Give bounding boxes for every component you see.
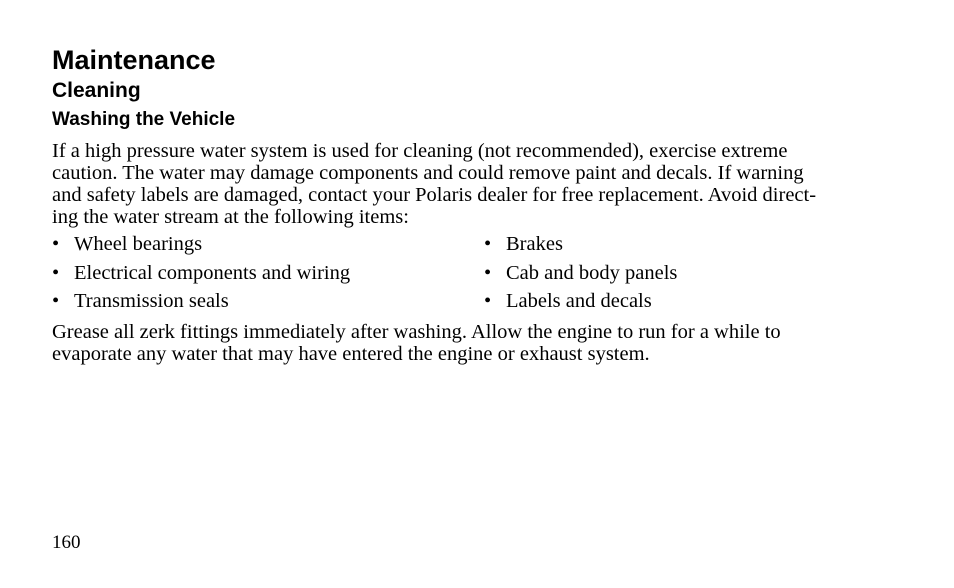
bullet-icon: • (52, 233, 60, 255)
intro-line: and safety labels are damaged, contact your Polaris dealer for free replacement. Avoid direct- (52, 184, 817, 206)
intro-line: caution. The water may damage components and could remove paint and decals. If warning (52, 162, 804, 184)
bullet-icon: • (52, 261, 60, 284)
intro-line: If a high pressure water system is used for cleaning (not recommended), exercise extreme (52, 140, 788, 162)
section-title: Maintenance (52, 45, 216, 75)
closing-paragraph (52, 321, 912, 365)
list-item (52, 232, 202, 256)
list-item (52, 289, 229, 313)
list-item (484, 289, 652, 313)
topic-title: Washing the Vehicle (52, 109, 236, 130)
bullet-icon: • (52, 290, 60, 312)
closing-line: Grease all zerk fittings immediately after washing. Allow the engine to run for a while to (52, 321, 781, 343)
list-item-text: Brakes (506, 233, 563, 255)
bullet-icon: • (484, 290, 492, 312)
list-item (484, 261, 677, 285)
list-item-text: Transmission seals (74, 290, 229, 312)
intro-paragraph (52, 140, 892, 228)
list-item (484, 232, 563, 256)
manual-page (52, 0, 912, 588)
list-item-text: Labels and decals (506, 290, 652, 312)
list-row (52, 261, 912, 290)
subsection-title: Cleaning (52, 79, 141, 102)
bullet-icon: • (484, 261, 492, 284)
list-item-text: Cab and body panels (506, 261, 678, 284)
list-row (52, 232, 912, 261)
list-item-text: Wheel bearings (74, 233, 203, 255)
list-item-text: Electrical components and wiring (74, 261, 351, 284)
page-number: 160 (52, 532, 81, 553)
list-row (52, 289, 912, 318)
items-list (52, 232, 912, 318)
closing-line: evaporate any water that may have entered the engine or exhaust system. (52, 343, 650, 365)
list-item (52, 261, 350, 285)
bullet-icon: • (484, 233, 492, 255)
intro-line: ing the water stream at the following items: (52, 206, 409, 228)
